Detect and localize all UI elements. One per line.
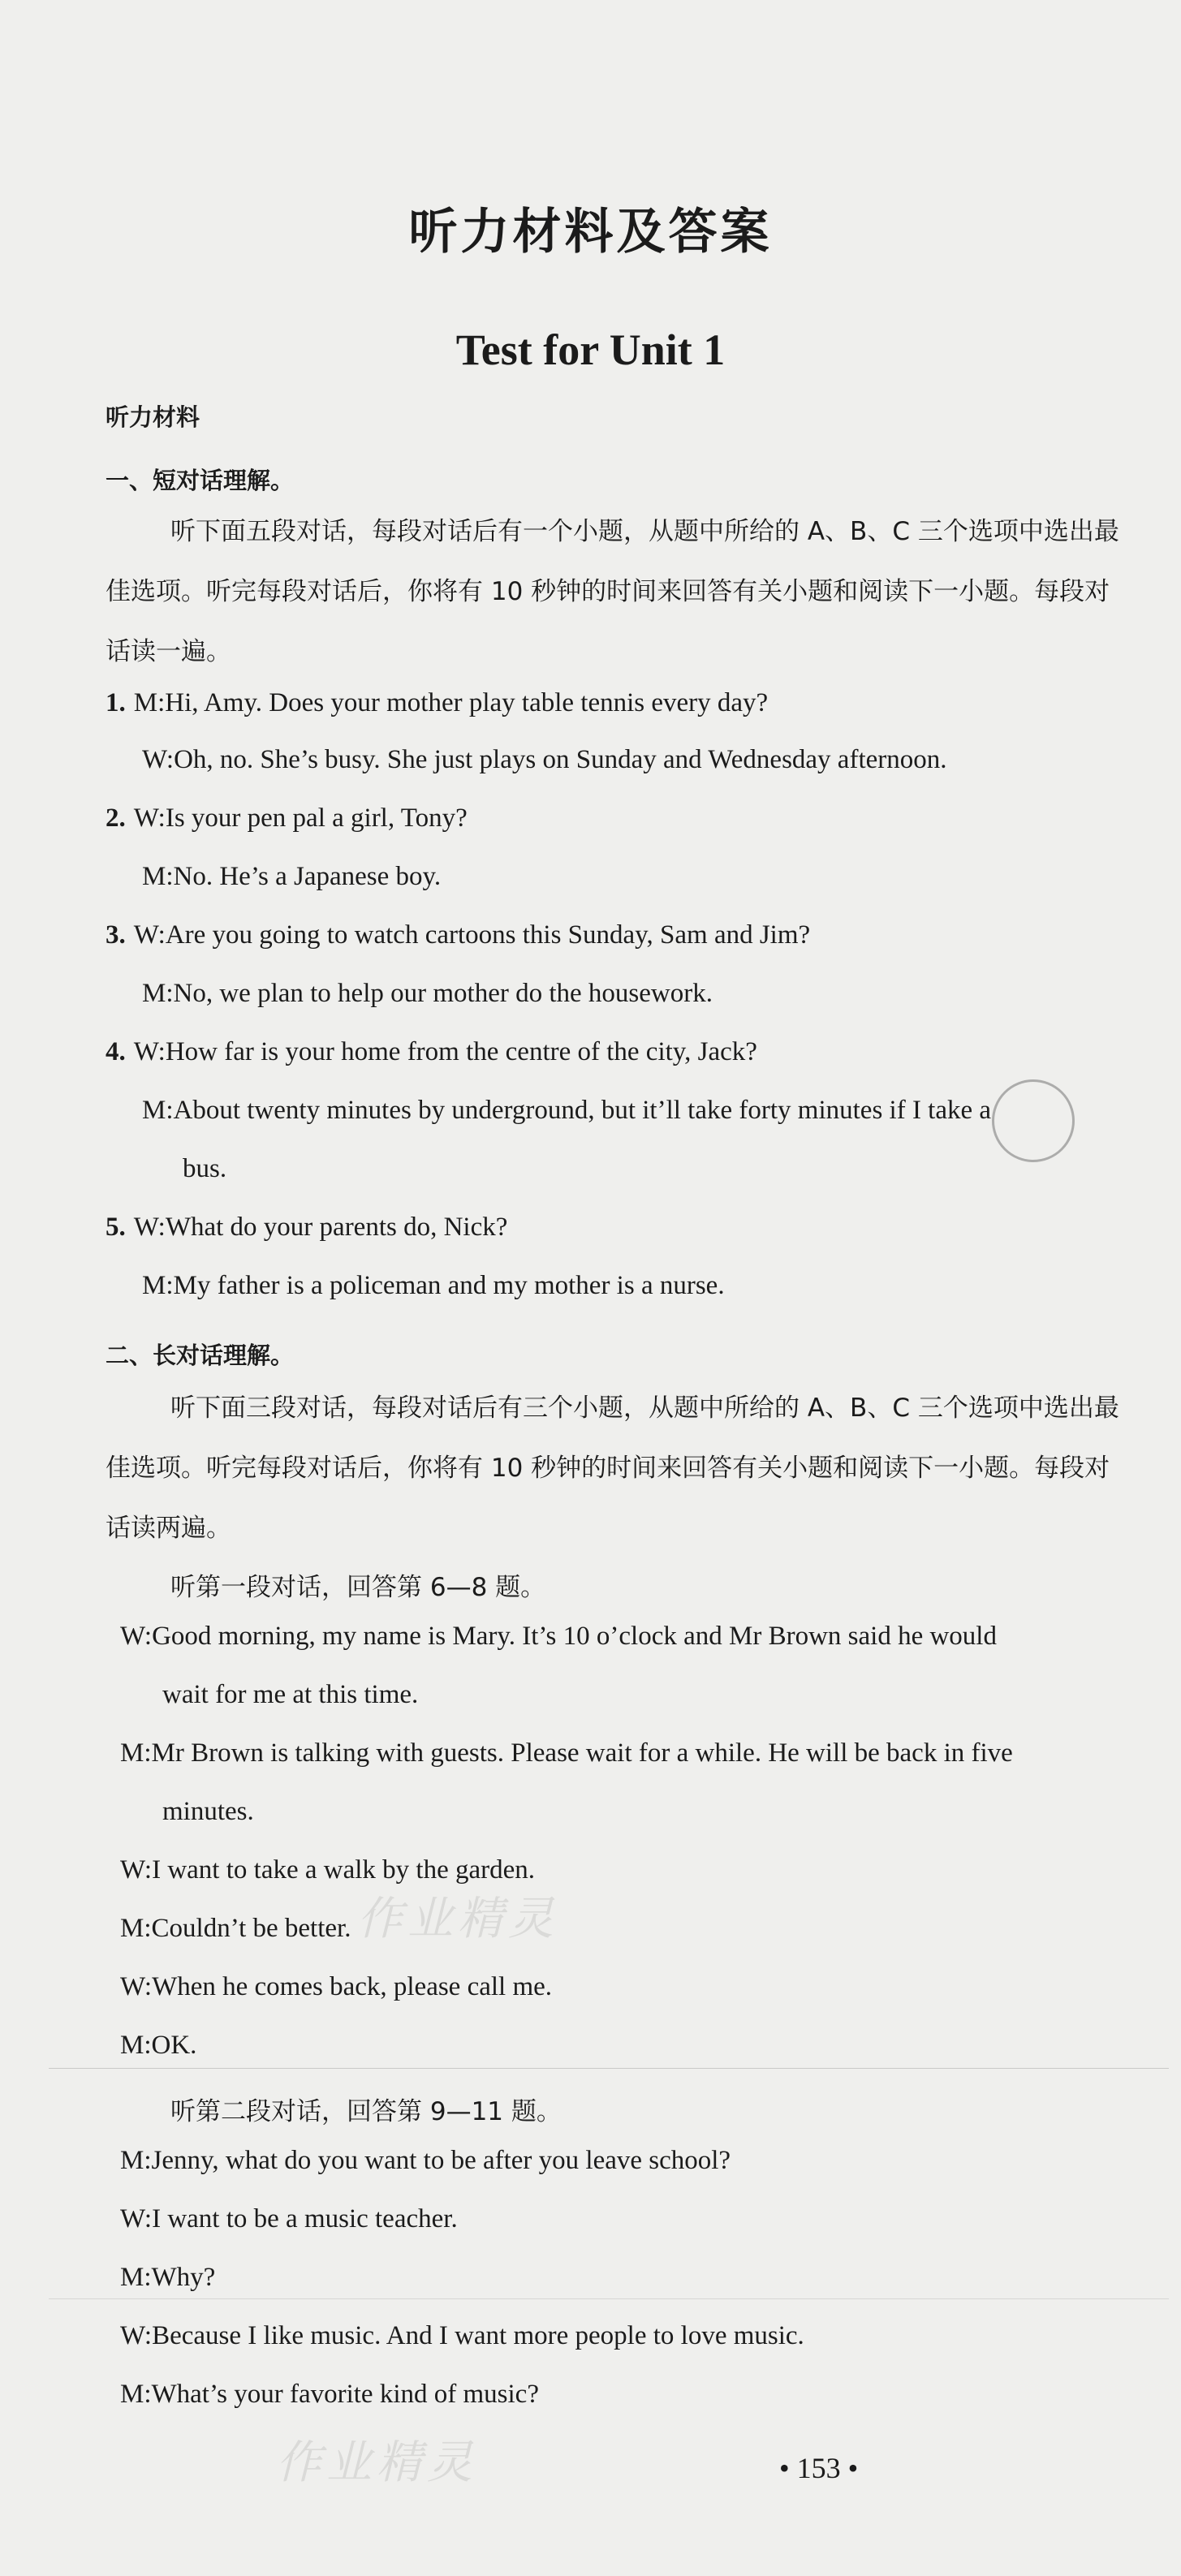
long-dialog-1-line: W:When he comes back, please call me. xyxy=(120,1972,553,2001)
dialog-2-line-2: M:No. He’s a Japanese boy. xyxy=(142,862,442,891)
watermark: 作业精灵 xyxy=(276,2436,477,2489)
part1-heading: 一、短对话理解。 xyxy=(106,467,295,494)
dialog-5-line-1: 5. W:What do your parents do, Nick? xyxy=(106,1213,508,1242)
watermark: 作业精灵 xyxy=(357,1893,558,1945)
long-dialog-1-line: W:Good morning, my name is Mary. It’s 10 o’clock and Mr Brown said he would xyxy=(120,1622,997,1651)
long-dialog-1-line: M:Mr Brown is talking with guests. Please wait for a while. He will be back in five xyxy=(120,1738,1013,1768)
dialog-1-line-2: W:Oh, no. She’s busy. She just plays on Sunday and Wednesday afternoon. xyxy=(142,745,947,774)
page-number: • 153 • xyxy=(779,2452,859,2484)
long-dialog-2-line: W:Because I like music. And I want more people to love music. xyxy=(120,2321,804,2350)
dialog-3-number: 3. xyxy=(106,920,126,950)
section-label: 听力材料 xyxy=(106,403,200,431)
dialog-4-number: 4. xyxy=(106,1037,126,1066)
dialog-1-intro: 听第一段对话，回答第 6—8 题。 xyxy=(170,1573,546,1602)
divider-line xyxy=(49,2298,1169,2299)
dialog-4-line-2: M:About twenty minutes by underground, but it’ll take forty minutes if I take a xyxy=(142,1096,992,1125)
long-dialog-1-line: W:I want to take a walk by the garden. xyxy=(120,1855,536,1885)
long-dialog-2-line: M:What’s your favorite kind of music? xyxy=(120,2380,539,2409)
unit-title: Test for Unit 1 xyxy=(455,325,726,374)
long-dialog-2-line: M:Jenny, what do you want to be after you leave school? xyxy=(120,2146,731,2175)
dialog-2-number: 2. xyxy=(106,803,126,833)
dialog-2-line-1: 2. W:Is your pen pal a girl, Tony? xyxy=(106,803,468,833)
dialog-4-line-1: 4. W:How far is your home from the centre of the city, Jack? xyxy=(106,1037,757,1066)
long-dialog-1-line: M:OK. xyxy=(120,2031,197,2060)
part1-instruction: 听下面五段对话，每段对话后有一个小题，从题中所给的 A、B、C 三个选项中选出最佳选项。听完每段对话后，你将有 10 秒钟的时间来回答有关小题和阅读下一小题。每段对话读一遍。 xyxy=(106,517,1119,666)
dialog-1-line-1: 1. M:Hi, Amy. Does your mother play table tennis every day? xyxy=(106,688,769,717)
stamp-seal xyxy=(992,1079,1075,1162)
long-dialog-2-line: M:Why? xyxy=(120,2263,216,2292)
dialog-3-line-1: 3. W:Are you going to watch cartoons this Sunday, Sam and Jim? xyxy=(106,920,811,950)
long-dialog-1-line: wait for me at this time. xyxy=(162,1680,419,1709)
long-dialog-1-line: M:Couldn’t be better. xyxy=(120,1914,351,1943)
dialog-1-number: 1. xyxy=(106,688,126,717)
dialog-5-number: 5. xyxy=(106,1213,126,1242)
dialog-4-line-3: bus. xyxy=(183,1154,227,1183)
part2-heading: 二、长对话理解。 xyxy=(106,1342,295,1369)
page-title: 听力材料及答案 xyxy=(408,204,773,261)
long-dialog-2-line: W:I want to be a music teacher. xyxy=(120,2204,458,2234)
part2-instruction: 听下面三段对话，每段对话后有三个小题，从题中所给的 A、B、C 三个选项中选出最佳选项。听完每段对话后，你将有 10 秒钟的时间来回答有关小题和阅读下一小题。每段对话读两遍。 xyxy=(106,1394,1119,1543)
long-dialog-1-line: minutes. xyxy=(162,1797,254,1826)
dialog-2-intro: 听第二段对话，回答第 9—11 题。 xyxy=(170,2097,562,2126)
divider-line xyxy=(49,2068,1169,2069)
dialog-3-line-2: M:No, we plan to help our mother do the housework. xyxy=(142,979,713,1008)
dialog-5-line-2: M:My father is a policeman and my mother is a nurse. xyxy=(142,1271,725,1300)
